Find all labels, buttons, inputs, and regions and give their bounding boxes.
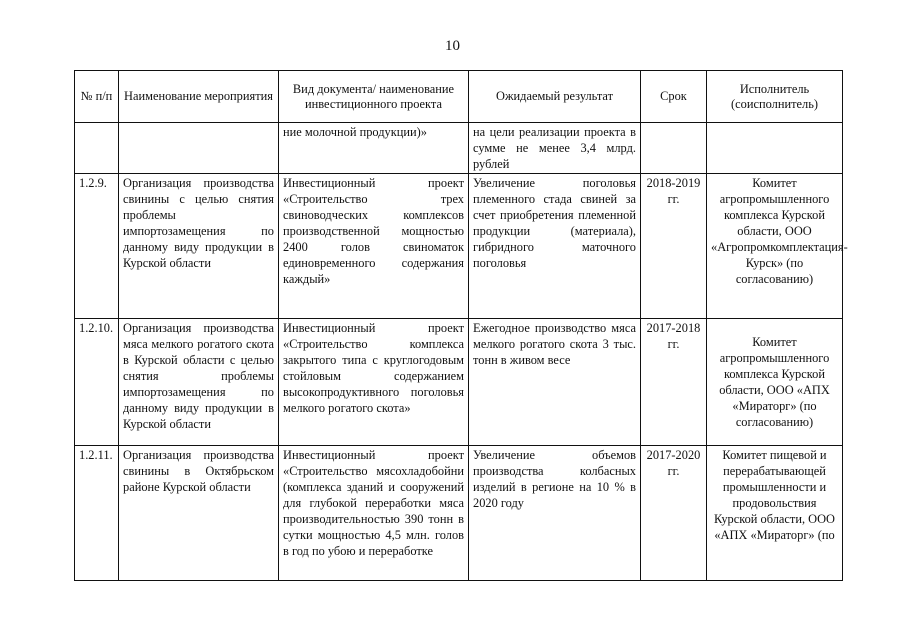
table-row [75,446,843,581]
cell-result: Ежегодное производство мяса мелкого рогатого скота 3 тыс. тонн в живом весе [469,319,641,446]
cell-executor: Комитет пищевой и перерабатывающей промышленности и продовольствия Курской области, ООО «АПХ «Мираторг» (по [707,446,843,581]
cell-term: 2018-2019 гг. [641,174,707,319]
header-result: Ожидаемый результат [469,71,641,123]
cell-name: Организация производства свинины с целью снятия проблемы импортозамещения по данному виду продукции в Курской области [119,174,279,319]
cell-name: Организация производства мяса мелкого рогатого скота в Курской области с целью снятия проблемы импортозамещения по данному виду продукции в Курской области [119,319,279,446]
cell-executor: Комитет агропромышленного комплекса Курской области, ООО «АПХ «Мираторг» (по согласованию) [707,319,843,446]
header-number: № п/п [75,71,119,123]
cell-document: Инвестиционный проект «Строительство трех свиноводческих комплексов производственной мощностью 2400 голов свиноматок единовременного содержания каждый» [279,174,469,319]
header-name: Наименование мероприятия [119,71,279,123]
header-document: Вид документа/ наименование инвестиционного проекта [279,71,469,123]
cell-number [75,123,119,174]
cell-executor [707,123,843,174]
cell-name: Организация производства свинины в Октябрьском районе Курской области [119,446,279,581]
cell-term [641,123,707,174]
cell-document: Инвестиционный проект «Строительство мясохладобойни (комплекса зданий и сооружений для глубокой переработки мяса производительностью 390 тонн в сутки мощностью 4,5 млн. голов в год по убою и переработке [279,446,469,581]
table-header-row [75,71,843,123]
cell-executor: Комитет агропромышленного комплекса Курской области, ООО «Агропромкомплектация-Курск» (по согласованию) [707,174,843,319]
cell-document: ние молочной продукции)» [279,123,469,174]
cell-term: 2017-2020 гг. [641,446,707,581]
cell-result: Увеличение поголовья племенного стада свиней за счет приобретения племенной продукции (материала), гибридного маточного поголовья [469,174,641,319]
cell-result: Увеличение объемов производства колбасных изделий в регионе на 10 % в 2020 году [469,446,641,581]
table-row-continuation [75,123,843,174]
table-row [75,174,843,319]
cell-number: 1.2.9. [75,174,119,319]
header-executor: Исполнитель (соисполнитель) [707,71,843,123]
header-term: Срок [641,71,707,123]
cell-number: 1.2.10. [75,319,119,446]
cell-term: 2017-2018 гг. [641,319,707,446]
cell-document: Инвестиционный проект «Строительство комплекса закрытого типа с круглогодовым стойловым содержанием высокопродуктивного поголовья мелкого рогатого скота» [279,319,469,446]
cell-number: 1.2.11. [75,446,119,581]
cell-result: на цели реализации проекта в сумме не менее 3,4 млрд. рублей [469,123,641,174]
table-row [75,319,843,446]
page-number: 10 [445,38,460,54]
cell-name [119,123,279,174]
measures-table [74,70,848,581]
